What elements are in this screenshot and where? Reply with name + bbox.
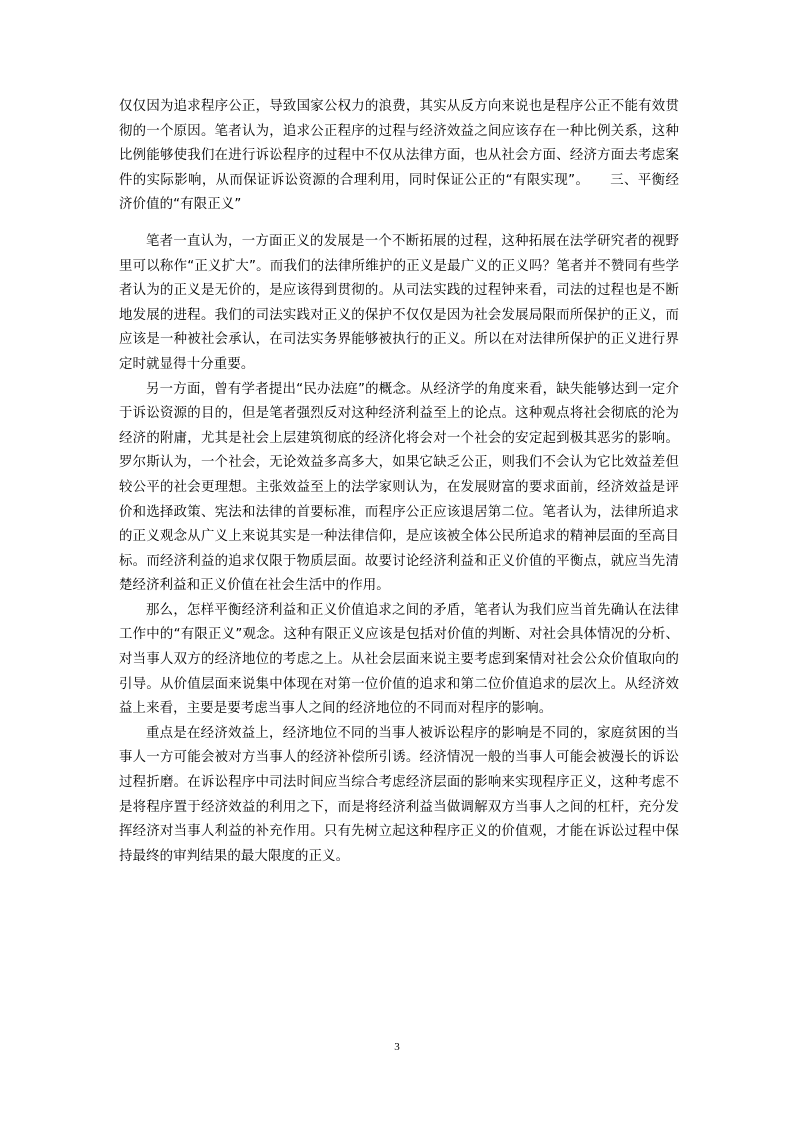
page-number: 3	[394, 1041, 400, 1053]
paragraph-5: 重点是在经济效益上，经济地位不同的当事人被诉讼程序的影响是不同的，家庭贫困的当事人一方可能会被对方当事人的经济补偿所引诱。经济情况一般的当事人可能会被漫长的诉讼过程折磨。在诉讼程序中司法时间应当综合考虑经济层面的影响来实现程序正义，这种考虑不是将程序置于经济效益的利用之下，而是将经济利益当做调解双方当事人之间的杠杆，充分发挥经济对当事人利益的补充作用。只有先树立起这种程序正义的价值观，才能在诉讼过程中保持最终的审判结果的最大限度的正义。	[119, 725, 679, 864]
paragraph-4: 那么，怎样平衡经济利益和正义价值追求之间的矛盾，笔者认为我们应当首先确认在法律工作中的“有限正义”观念。这种有限正义应该是包括对价值的判断、对社会具体情况的分析、对当事人双方的经济地位的考虑之上。从社会层面来说主要考虑到案情对社会公众价值取向的引导。从价值层面来说集中体现在对第一位价值的追求和第二位价值追求的层次上。从经济效益上来看，主要是要考虑当事人之间的经济地位的不同而对程序的影响。	[119, 602, 679, 717]
paragraph-1: 仅仅因为追求程序公正，导致国家公权力的浪费，其实从反方向来说也是程序公正不能有效贯彻的一个原因。笔者认为，追求公正程序的过程与经济效益之间应该存在一种比例关系，这种比例能够使我们在进行诉讼程序的过程中不仅从法律方面，也从社会方面、经济方面去考虑案件的实际影响，从而保证诉讼资源的合理利用，同时保证公正的“有限实现”。 三、平衡经济价值的“有限正义”	[119, 99, 679, 213]
paragraph-3: 另一方面，曾有学者提出“民办法庭”的概念。从经济学的角度来看，缺失能够达到一定介于诉讼资源的目的，但是笔者强烈反对这种经济利益至上的论点。这种观点将社会彻底的沦为经济的附庸，尤其是社会上层建筑彻底的经济化将会对一个社会的安定起到极其恶劣的影响。罗尔斯认为，一个社会，无论效益多高多大，如果它缺乏公正，则我们不会认为它比效益差但较公平的社会更理想。主张效益至上的法学家则认为，在发展财富的要求面前，经济效益是评价和选择政策、宪法和法律的首要标准，而程序公正应该退居第二位。笔者认为，法律所追求的正义观念从广义上来说其实是一种法律信仰，是应该被全体公民所追求的精神层面的至高目标。而经济利益的追求仅限于物质层面。故要讨论经济利益和正义价值的平衡点，就应当先清楚经济利益和正义价值在社会生活中的作用。	[119, 381, 679, 594]
paragraph-2: 笔者一直认为，一方面正义的发展是一个不断拓展的过程，这种拓展在法学研究者的视野里可以称作“正义扩大”。而我们的法律所维护的正义是最广义的正义吗？笔者并不赞同有些学者认为的正义是无价的，是应该得到贯彻的。从司法实践的过程钟来看，司法的过程也是不断地发展的进程。我们的司法实践对正义的保护不仅仅是因为社会发展局限而所保护的正义，而应该是一种被社会承认，在司法实务界能够被执行的正义。所以在对法律所保护的正义进行界定时就显得十分重要。	[119, 233, 679, 372]
body-text	[119, 95, 679, 869]
